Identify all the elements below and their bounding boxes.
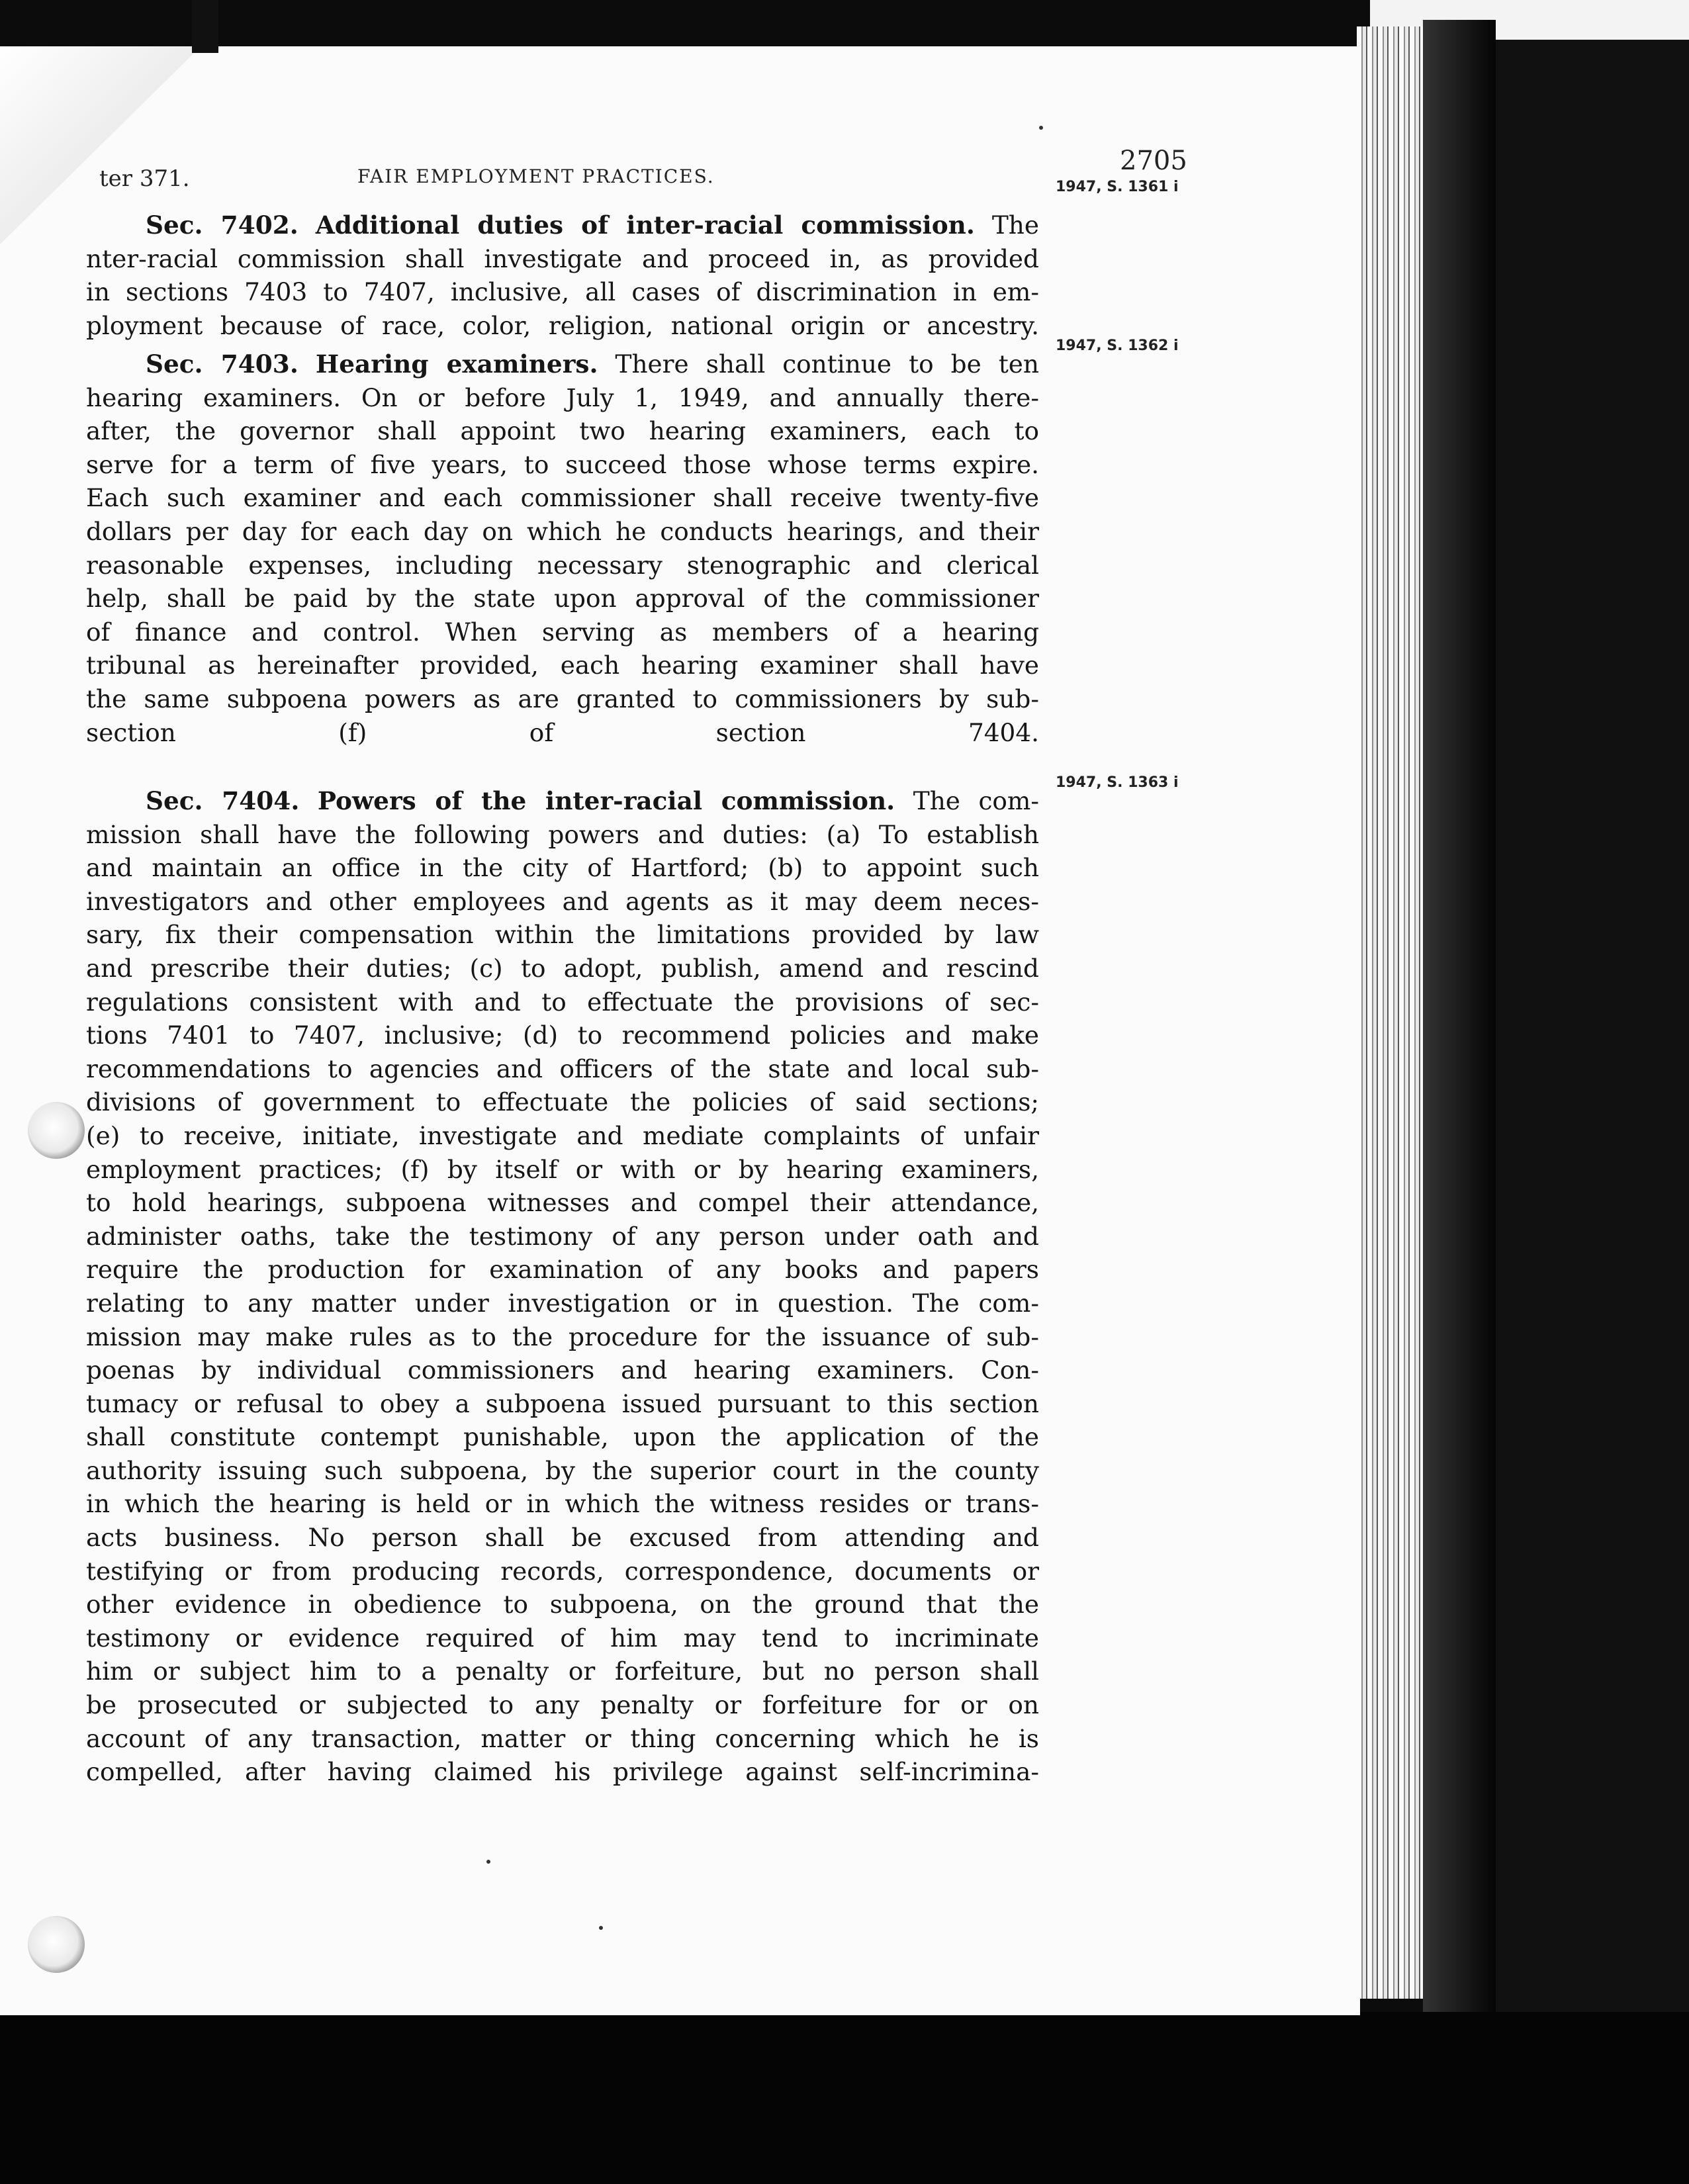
text-line: section (f) of section 7404. <box>86 717 1039 747</box>
punch-hole-top <box>28 1102 85 1159</box>
text-line: after, the governor shall appoint two hearing examiners, each to <box>86 416 1039 446</box>
text-line: poenas by individual commissioners and hearing examiners. Con- <box>86 1355 1039 1385</box>
text-line: mission may make rules as to the procedure for the issuance of sub- <box>86 1322 1039 1351</box>
text-line: regulations consistent with and to effectuate the provisions of sec- <box>86 987 1039 1017</box>
margin-note-7404: 1947, S. 1363 i <box>1056 774 1179 791</box>
section-heading: Additional duties of inter-racial commission. <box>315 210 975 240</box>
text-line: acts business. No person shall be excused from attending and <box>86 1523 1039 1553</box>
section-heading: Hearing examiners. <box>315 349 598 379</box>
text-line: investigators and other employees and agents as it may deem neces- <box>86 886 1039 916</box>
section-first-line <box>86 784 1039 818</box>
text-line: compelled, after having claimed his privilege against self-incrimina- <box>86 1757 1039 1787</box>
section-number: Sec. 7403. <box>146 349 298 379</box>
running-head-title: FAIR EMPLOYMENT PRACTICES. <box>357 165 715 187</box>
text-line: relating to any matter under investigation or in question. The com- <box>86 1288 1039 1318</box>
section-first-line <box>86 347 1039 381</box>
section-first-line <box>86 208 1039 242</box>
text-line: divisions of government to effectuate the policies of said sections; <box>86 1087 1039 1117</box>
text-line: tribunal as hereinafter provided, each hearing examiner shall have <box>86 651 1039 680</box>
text-line: testifying or from producing records, correspondence, documents or <box>86 1556 1039 1586</box>
chapter-label: ter 371. <box>99 165 190 192</box>
text-line: Each such examiner and each commissioner shall receive twenty-five <box>86 483 1039 513</box>
section-7403 <box>86 347 1039 749</box>
text-line: in sections 7403 to 7407, inclusive, all cases of discrimination in em- <box>86 277 1039 307</box>
text-line: employment practices; (f) by itself or with or by hearing examiners, <box>86 1154 1039 1184</box>
text-line: tumacy or refusal to obey a subpoena issued pursuant to this section <box>86 1388 1039 1418</box>
book-page <box>0 46 1360 2015</box>
page-number: 2705 <box>1120 146 1187 176</box>
text-line: sary, fix their compensation within the limitations provided by law <box>86 920 1039 950</box>
text-line: and prescribe their duties; (c) to adopt, publish, amend and rescind <box>86 953 1039 983</box>
text-line: shall constitute contempt punishable, upon the application of the <box>86 1422 1039 1452</box>
text-line: be prosecuted or subjected to any penalty or forfeiture for or on <box>86 1690 1039 1720</box>
section-number: Sec. 7404. <box>146 786 300 815</box>
scanner-background-right <box>1476 0 1689 2184</box>
text-line: administer oaths, take the testimony of any person under oath and <box>86 1221 1039 1251</box>
text-line: require the production for examination of any books and papers <box>86 1255 1039 1285</box>
text-line: to hold hearings, subpoena witnesses and compel their attendance, <box>86 1188 1039 1218</box>
text-line: mission shall have the following powers and duties: (a) To establish <box>86 819 1039 849</box>
text-line: tions 7401 to 7407, inclusive; (d) to recommend policies and make <box>86 1021 1039 1050</box>
section-heading: Powers of the inter-racial commission. <box>317 786 895 815</box>
section-7404 <box>86 784 1039 1789</box>
text-line: nter-racial commission shall investigate and proceed in, as provided <box>86 244 1039 273</box>
book-page-edges <box>1357 26 1423 1999</box>
text-line: There shall continue to be ten <box>615 349 1039 379</box>
text-line: of finance and control. When serving as members of a hearing <box>86 617 1039 647</box>
text-line: account of any transaction, matter or thing concerning which he is <box>86 1723 1039 1753</box>
section-number: Sec. 7402. <box>146 210 298 240</box>
text-line: The com- <box>913 786 1040 815</box>
text-line: authority issuing such subpoena, by the superior court in the county <box>86 1455 1039 1485</box>
text-line: recommendations to agencies and officers of the state and local sub- <box>86 1054 1039 1083</box>
speck-mark <box>1039 126 1043 130</box>
text-line: dollars per day for each day on which he conducts hearings, and their <box>86 516 1039 546</box>
corner-shadow <box>192 0 218 53</box>
speck-mark <box>599 1926 603 1930</box>
margin-note-7402: 1947, S. 1361 i <box>1056 179 1179 195</box>
text-line: in which the hearing is held or in which the witness resides or trans- <box>86 1489 1039 1519</box>
text-line: ployment because of race, color, religion, national origin or ancestry. <box>86 310 1039 340</box>
scanner-background-bottom <box>0 2012 1689 2184</box>
text-line: him or subject him to a penalty or forfeiture, but no person shall <box>86 1657 1039 1686</box>
punch-hole-bottom <box>28 1916 85 1973</box>
text-line: other evidence in obedience to subpoena, on the ground that the <box>86 1590 1039 1619</box>
text-line: hearing examiners. On or before July 1, 1949, and annually there- <box>86 383 1039 412</box>
text-line: and maintain an office in the city of Hartford; (b) to appoint such <box>86 853 1039 883</box>
text-line: serve for a term of five years, to succeed those whose terms expire. <box>86 449 1039 479</box>
text-line: help, shall be paid by the state upon approval of the commissioner <box>86 584 1039 614</box>
speck-mark <box>486 1860 490 1864</box>
book-spine-shadow <box>1423 20 1496 2012</box>
text-line: reasonable expenses, including necessary stenographic and clerical <box>86 550 1039 580</box>
text-line: the same subpoena powers as are granted to commissioners by sub- <box>86 684 1039 713</box>
section-7402 <box>86 208 1039 342</box>
text-line: testimony or evidence required of him may tend to incriminate <box>86 1623 1039 1653</box>
text-line: The <box>991 210 1039 240</box>
text-line: (e) to receive, initiate, investigate and mediate complaints of unfair <box>86 1120 1039 1150</box>
margin-note-7403: 1947, S. 1362 i <box>1056 338 1179 354</box>
